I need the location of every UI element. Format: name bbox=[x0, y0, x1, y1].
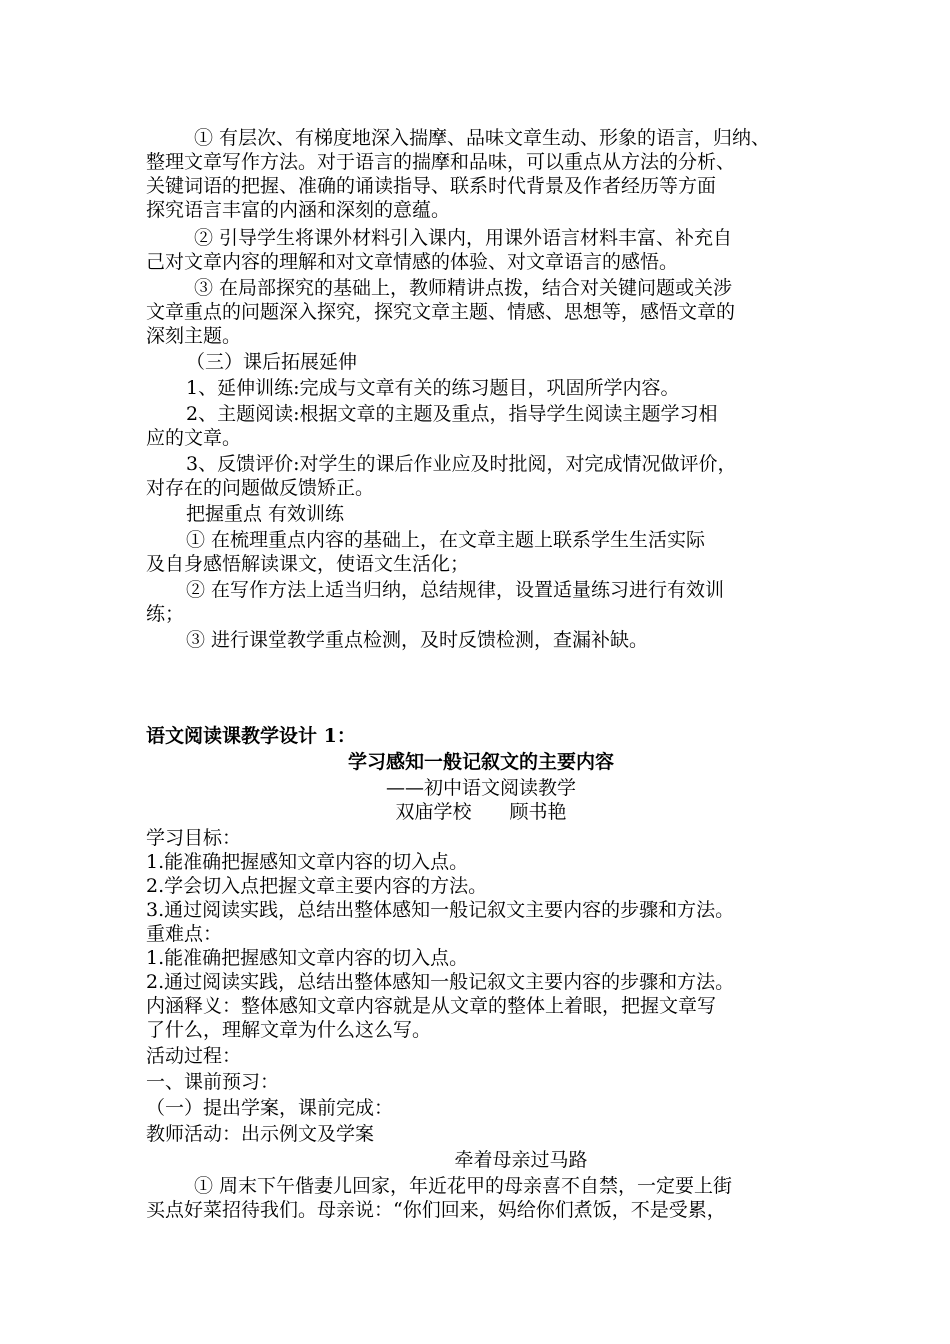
paragraph-line: 探究语言丰富的内涵和深刻的意蕴。 bbox=[146, 199, 451, 221]
list-item: 3.通过阅读实践，总结出整体感知一般记叙文主要内容的步骤和方法。 bbox=[146, 899, 735, 921]
paragraph-line: ① 周末下午偕妻儿回家，年近花甲的母亲喜不自禁，一定要上街 bbox=[194, 1175, 733, 1197]
list-item: 1.能准确把握感知文章内容的切入点。 bbox=[146, 851, 469, 873]
list-item: 2.学会切入点把握文章主要内容的方法。 bbox=[146, 875, 488, 897]
goals-label: 学习目标： bbox=[146, 827, 242, 849]
step-subheading: （一）提出学案，课前完成： bbox=[146, 1097, 394, 1119]
paragraph-line: 内涵释义：整体感知文章内容就是从文章的整体上着眼，把握文章写 bbox=[146, 995, 717, 1017]
section-heading: （三）课后拓展延伸 bbox=[186, 351, 358, 373]
paragraph-line: 了什么，理解文章为什么这么写。 bbox=[146, 1019, 432, 1041]
paragraph-line: 整理文章写作方法。对于语言的揣摩和品味，可以重点从方法的分析、 bbox=[146, 151, 736, 173]
document-subtitle: ——初中语文阅读教学 bbox=[385, 777, 576, 799]
paragraph-line: 3、反馈评价:对学生的课后作业应及时批阅，对完成情况做评价， bbox=[186, 453, 737, 475]
paragraph-line: ① 有层次、有梯度地深入揣摩、品味文章生动、形象的语言，归纳、 bbox=[194, 127, 771, 149]
author-line: 双庙学校 顾书艳 bbox=[395, 801, 567, 823]
paragraph-line: ③ 进行课堂教学重点检测，及时反馈检测，查漏补缺。 bbox=[186, 629, 649, 651]
paragraph-line: 应的文章。 bbox=[146, 427, 242, 449]
section-heading: 把握重点 有效训练 bbox=[186, 503, 345, 525]
paragraph-line: 2、主题阅读:根据文章的主题及重点，指导学生阅读主题学习相 bbox=[186, 403, 718, 425]
design-label: 语文阅读课教学设计 1： bbox=[146, 725, 356, 747]
list-item: 1.能准确把握感知文章内容的切入点。 bbox=[146, 947, 469, 969]
paragraph-line: ① 在梳理重点内容的基础上，在文章主题上联系学生生活实际 bbox=[186, 529, 706, 551]
paragraph-line: 买点好菜招待我们。母亲说：“你们回来，妈给你们煮饭，不是受累， bbox=[146, 1199, 726, 1221]
key-label: 重难点： bbox=[146, 923, 223, 945]
essay-title: 牵着母亲过马路 bbox=[454, 1149, 588, 1171]
paragraph-line: ③ 在局部探究的基础上，教师精讲点拨，结合对关键问题或关涉 bbox=[194, 277, 733, 299]
paragraph-line: 文章重点的问题深入探究，探究文章主题、情感、思想等，感悟文章的 bbox=[146, 301, 736, 323]
paragraph-line: 关键词语的把握、准确的诵读指导、联系时代背景及作者经历等方面 bbox=[146, 175, 717, 197]
step-heading: 一、课前预习： bbox=[146, 1071, 280, 1093]
paragraph-line: ② 在写作方法上适当归纳，总结规律，设置适量练习进行有效训 bbox=[186, 579, 725, 601]
document-title: 学习感知一般记叙文的主要内容 bbox=[347, 751, 614, 773]
paragraph-line: 深刻主题。 bbox=[146, 325, 242, 347]
paragraph-line: 及自身感悟解读课文，使语文生活化； bbox=[146, 553, 470, 575]
paragraph-line: ② 引导学生将课外材料引入课内，用课外语言材料丰富、补充自 bbox=[194, 227, 733, 249]
paragraph-line: 教师活动：出示例文及学案 bbox=[146, 1123, 375, 1145]
process-label: 活动过程： bbox=[146, 1045, 242, 1067]
paragraph-line: 己对文章内容的理解和对文章情感的体验、对文章语言的感悟。 bbox=[146, 251, 679, 273]
paragraph-line: 对存在的问题做反馈矫正。 bbox=[146, 477, 375, 499]
paragraph-line: 1、延伸训练:完成与文章有关的练习题目，巩固所学内容。 bbox=[186, 377, 680, 399]
paragraph-line: 练； bbox=[146, 603, 185, 625]
list-item: 2.通过阅读实践，总结出整体感知一般记叙文主要内容的步骤和方法。 bbox=[146, 971, 735, 993]
